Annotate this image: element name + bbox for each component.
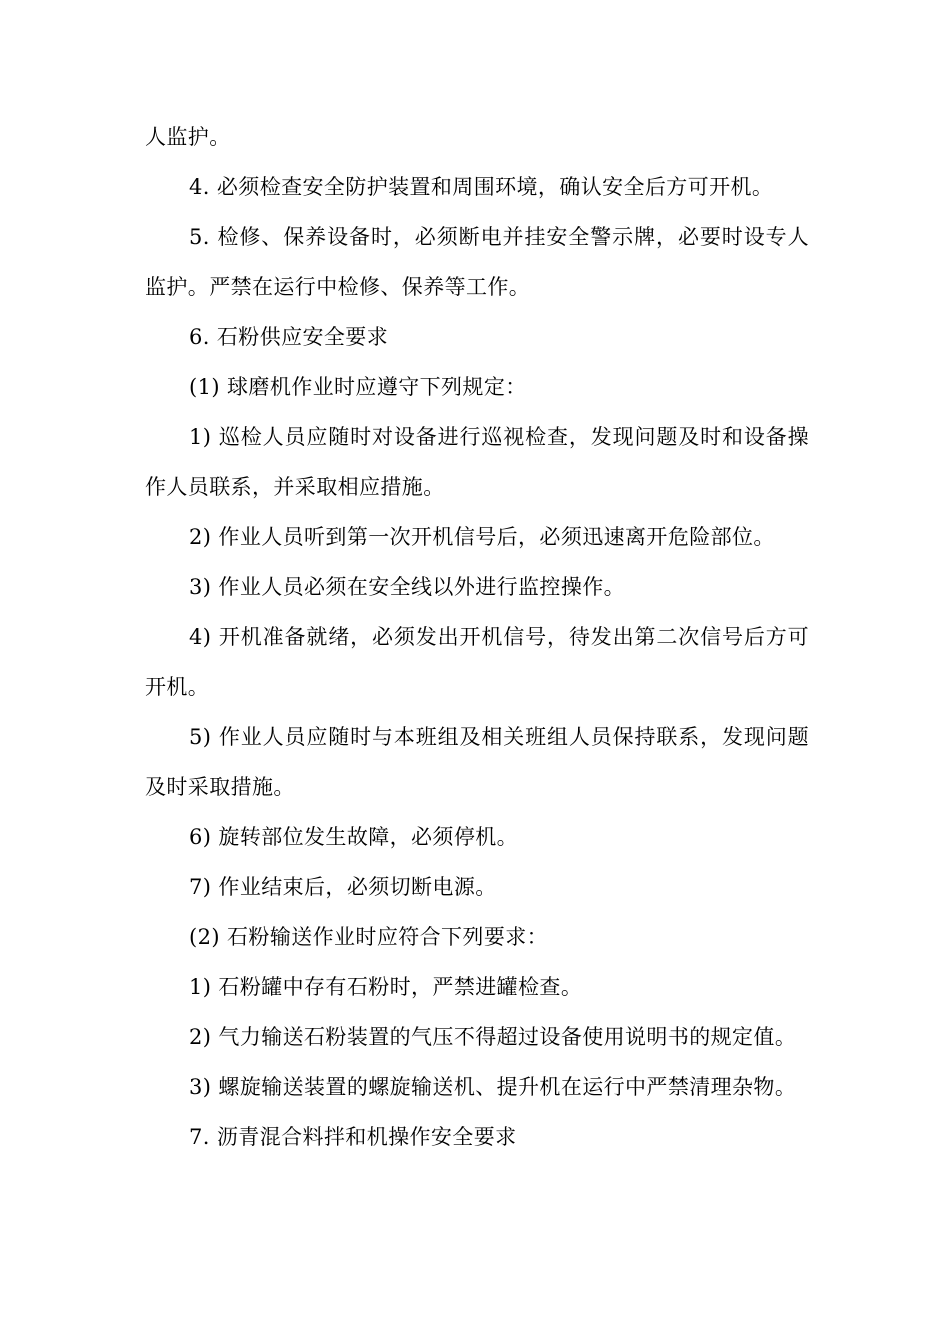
list-item: 7) 作业结束后，必须切断电源。: [189, 875, 497, 899]
paragraph-item-4: 4. 必须检查安全防护装置和周围环境，确认安全后方可开机。: [189, 175, 774, 199]
list-item: 2) 气力输送石粉装置的气压不得超过设备使用说明书的规定值。: [189, 1025, 797, 1049]
list-item: 4) 开机准备就绪，必须发出开机信号，待发出第二次信号后方可开机。: [145, 625, 809, 699]
list-item: 1) 石粉罐中存有石粉时，严禁进罐检查。: [189, 975, 583, 999]
list-item: 5) 作业人员应随时与本班组及相关班组人员保持联系，发现问题及时采取措施。: [145, 725, 809, 799]
list-item: 3) 螺旋输送装置的螺旋输送机、提升机在运行中严禁清理杂物。: [189, 1075, 797, 1099]
paragraph-continuation: 人监护。: [145, 125, 231, 149]
list-item: 2) 作业人员听到第一次开机信号后，必须迅速离开危险部位。: [189, 525, 775, 549]
list-item: 6) 旋转部位发生故障，必须停机。: [189, 825, 519, 849]
paragraph-item-5: 5. 检修、保养设备时，必须断电并挂安全警示牌，必要时设专人监护。严禁在运行中检修、保养等工作。: [145, 225, 809, 299]
subsection-heading-1: (1) 球磨机作业时应遵守下列规定：: [189, 375, 527, 399]
list-item: 1) 巡检人员应随时对设备进行巡视检查，发现问题及时和设备操作人员联系，并采取相应措施。: [145, 425, 809, 499]
section-heading-6: 6. 石粉供应安全要求: [189, 325, 389, 349]
section-heading-7: 7. 沥青混合料拌和机操作安全要求: [189, 1125, 517, 1149]
document-body: [145, 112, 809, 1162]
subsection-heading-2: (2) 石粉输送作业时应符合下列要求：: [189, 925, 549, 949]
list-item: 3) 作业人员必须在安全线以外进行监控操作。: [189, 575, 626, 599]
